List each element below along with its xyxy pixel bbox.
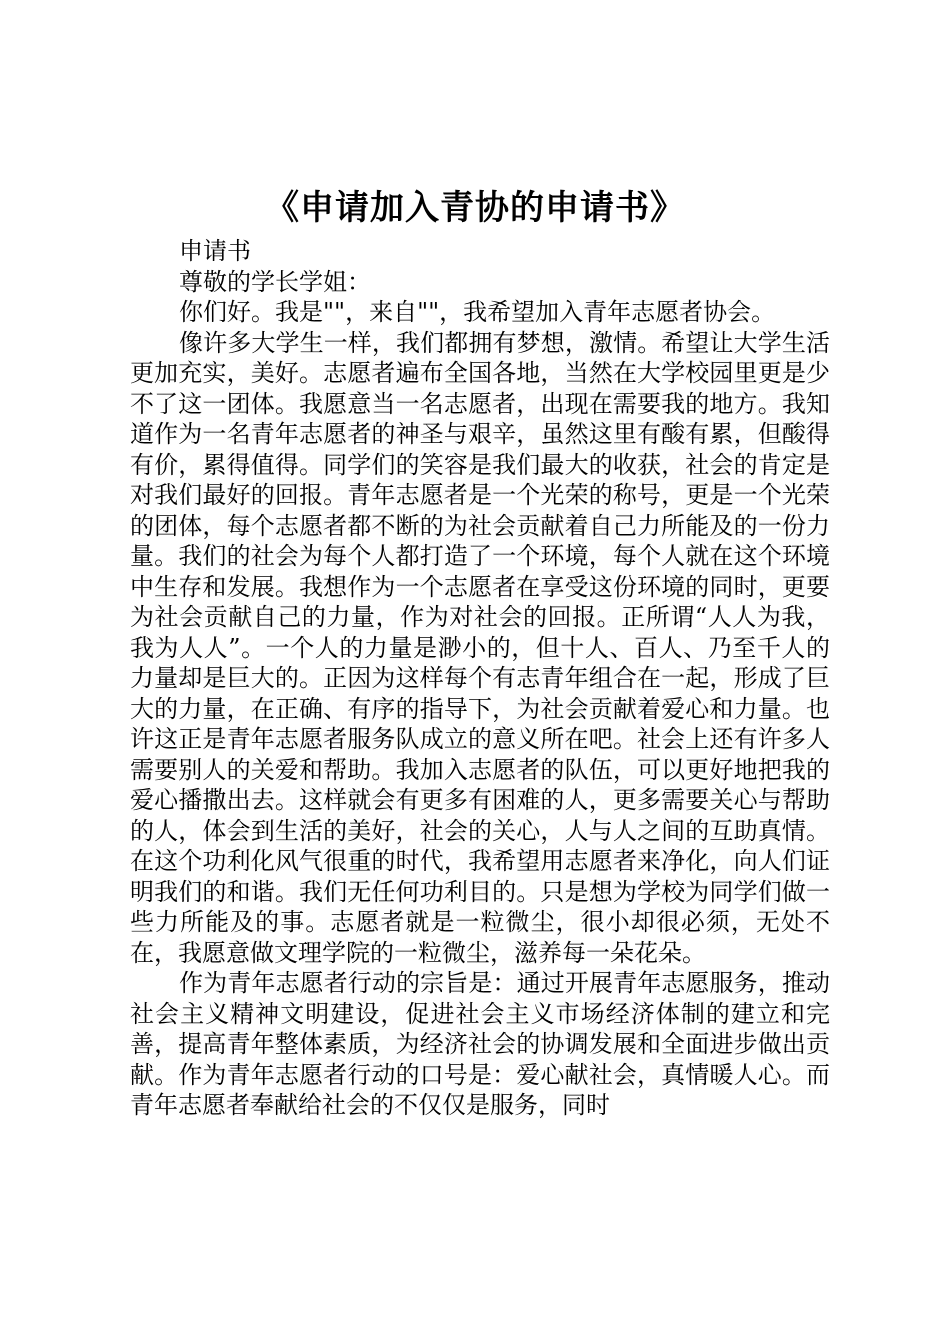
heading-line: 申请书 xyxy=(179,237,251,265)
body-paragraph: 作为青年志愿者行动的宗旨是：通过开展青年志愿服务，推动社会主义精神文明建设，促进社会主义市场经济体制的建立和完善，提高青年整体素质，为经济社会的协调发展和全面进步做出贡献。作为青年志愿者行动的口号是：爱心献社会，真情暖人心。而青年志愿者奉献给社会的不仅仅是服务，同时 xyxy=(130,969,830,1119)
body-paragraph: 像许多大学生一样，我们都拥有梦想，激情。希望让大学生活更加充实，美好。志愿者遍布全国各地，当然在大学校园里更是少不了这一团体。我愿意当一名志愿者，出现在需要我的地方。我知道作为一名青年志愿者的神圣与艰辛，虽然这里有酸有累，但酸得有价，累得值得。同学们的笑容是我们最大的收获，社会的肯定是对我们最好的回报。青年志愿者是一个光荣的称号，更是一个光荣的团体，每个志愿者都不断的为社会贡献着自己力所能及的一份力量。我们的社会为每个人都打造了一个环境，每个人就在这个环境中生存和发展。我想作为一个志愿者在享受这份环境的同时，更要为社会贡献自己的力量，作为对社会的回报。正所谓“人人为我，我为人人”。一个人的力量是渺小的，但十人、百人、乃至千人的力量却是巨大的。正因为这样每个有志青年组合在一起，形成了巨大的力量，在正确、有序的指导下，为社会贡献着爱心和力量。也许这正是青年志愿者服务队成立的意义所在吧。社会上还有许多人需要别人的关爱和帮助。我加入志愿者的队伍，可以更好地把我的爱心播撒出去。这样就会有更多有困难的人，更多需要关心与帮助的人，体会到生活的美好，社会的关心，人与人之间的互助真情。在这个功利化风气很重的时代，我希望用志愿者来净化，向人们证明我们的和谐。我们无任何功利目的。只是想为学校为同学们做一些力所能及的事。志愿者就是一粒微尘，很小却很必须，无处不在，我愿意做文理学院的一粒微尘，滋养每一朵花朵。 xyxy=(130,328,830,967)
salutation: 尊敬的学长学姐： xyxy=(179,267,371,296)
document-title: 《申请加入青协的申请书》 xyxy=(265,188,685,228)
document-body xyxy=(130,236,830,1121)
greeting-paragraph: 你们好。我是""，来自""，我希望加入青年志愿者协会。 xyxy=(179,298,776,326)
